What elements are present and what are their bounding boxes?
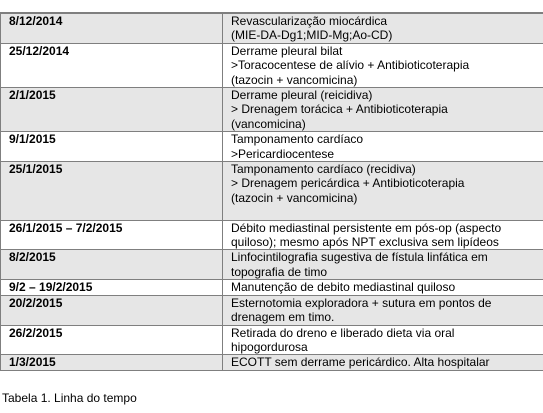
table-row	[1, 355, 543, 370]
event-line: (MIE-DA-Dg1;MID-Mg;Ao-CD)	[231, 28, 393, 43]
table-row	[1, 280, 543, 295]
table-row	[1, 132, 543, 162]
date-cell: 8/2/2015	[1, 250, 223, 280]
event-cell	[223, 250, 543, 280]
date-cell: 8/12/2014	[1, 14, 223, 44]
event-line	[231, 205, 538, 219]
event-cell	[223, 132, 543, 162]
event-line: Tamponamento cardíaco	[231, 132, 364, 147]
event-line: hipogordurosa	[231, 339, 308, 354]
table-row	[1, 14, 543, 44]
event-cell	[223, 88, 543, 132]
event-line: Linfocintilografia sugestiva de fístula linfática em	[231, 250, 488, 265]
date-cell: 25/1/2015	[1, 162, 223, 221]
table-caption: Tabela 1. Linha do tempo	[2, 391, 137, 405]
event-line: >Toracocentese de alívio + Antibioticoterapia	[231, 58, 470, 73]
date-cell: 25/12/2014	[1, 43, 223, 87]
event-cell	[223, 220, 543, 250]
event-line: (vancomicina)	[231, 116, 306, 131]
event-cell	[223, 162, 543, 221]
event-line: >Pericardiocentese	[231, 146, 335, 161]
date-cell: 26/1/2015 – 7/2/2015	[1, 220, 223, 250]
table-row	[1, 325, 543, 355]
event-line: Tamponamento cardíaco (recidiva)	[231, 162, 416, 177]
event-cell	[223, 355, 543, 370]
event-line: quiloso); mesmo após NPT exclusiva sem lipídeos	[231, 235, 499, 250]
event-line: Revascularização miocárdica	[231, 14, 388, 28]
event-cell	[223, 280, 543, 295]
date-cell: 9/2 – 19/2/2015	[1, 280, 223, 295]
event-line: ECOTT sem derrame pericárdico. Alta hospitalar	[231, 355, 490, 370]
table-row	[1, 220, 543, 250]
event-line: (tazocin + vancomicina)	[231, 190, 358, 205]
event-line: (tazocin + vancomicina)	[231, 72, 358, 87]
table-row	[1, 162, 543, 221]
event-line: topografia de timo	[231, 264, 328, 279]
event-line: drenagem em timo.	[231, 310, 335, 325]
event-cell	[223, 295, 543, 325]
event-cell	[223, 43, 543, 87]
table-row	[1, 250, 543, 280]
event-line: Manutenção de debito mediastinal quiloso	[231, 280, 456, 295]
event-cell	[223, 325, 543, 355]
date-cell: 9/1/2015	[1, 132, 223, 162]
event-line: Esternotomia exploradora + sutura em pontos de	[231, 295, 492, 310]
date-cell: 26/2/2015	[1, 325, 223, 355]
event-line: Derrame pleural (reicidiva)	[231, 88, 373, 103]
table-top-border	[0, 0, 543, 13]
table-row	[1, 295, 543, 325]
date-cell: 2/1/2015	[1, 88, 223, 132]
event-line: Retirada do dreno e liberado dieta via oral	[231, 325, 455, 340]
event-line: > Drenagem pericárdica + Antibioticoterapia	[231, 176, 465, 191]
table-row	[1, 43, 543, 87]
date-cell: 20/2/2015	[1, 295, 223, 325]
table-row	[1, 88, 543, 132]
event-line: Derrame pleural bilat	[231, 43, 343, 58]
event-cell	[223, 14, 543, 44]
date-cell: 1/3/2015	[1, 355, 223, 370]
timeline-table	[0, 13, 543, 371]
event-line: > Drenagem torácica + Antibioticoterapia	[231, 102, 448, 117]
event-line: Débito mediastinal persistente em pós-op (aspecto	[231, 220, 502, 235]
